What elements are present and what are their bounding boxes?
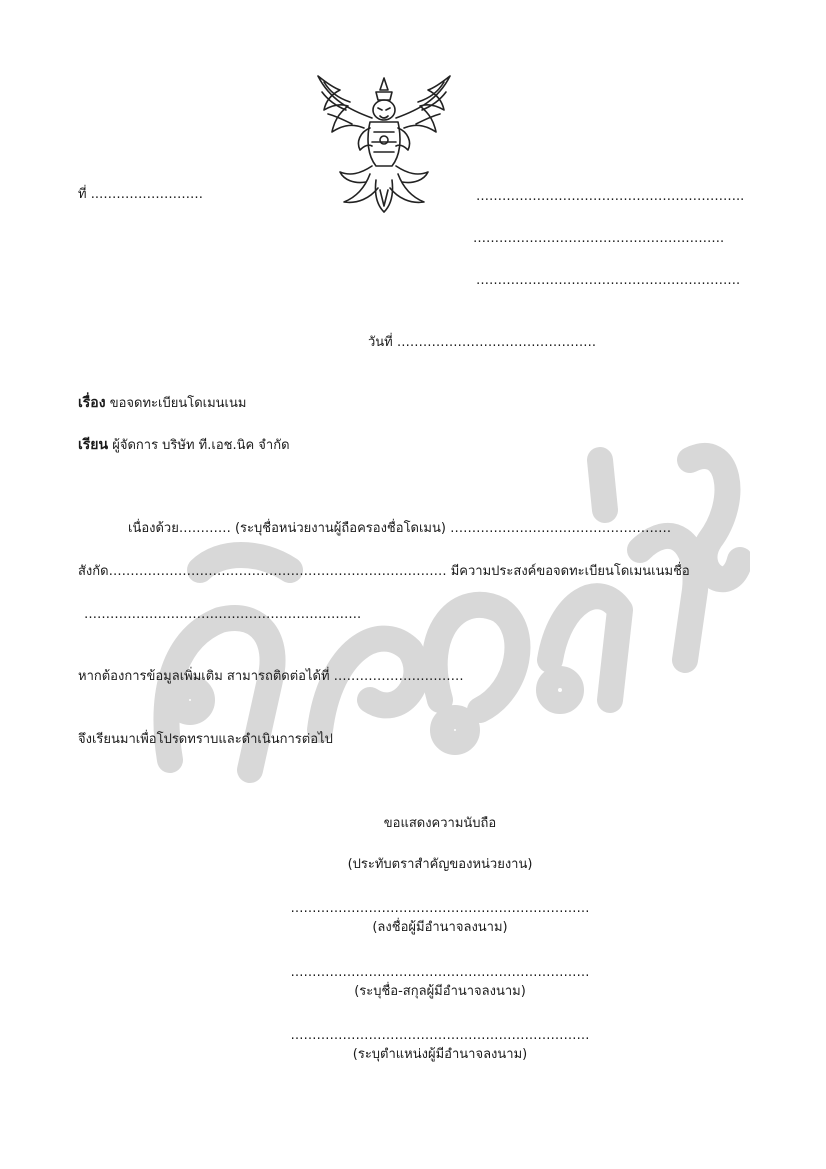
subject-text: ขอจดทะเบียนโดเมนเนม (109, 396, 247, 411)
body-line-3: ………………………………………………………. (84, 607, 362, 622)
position-dots: …………………………………………………………… (290, 1028, 590, 1043)
address-line-3: ……………………………………………………. (476, 273, 741, 288)
subject-line (78, 396, 246, 410)
position-label: (ระบุตำแหน่งผู้มีอำนาจลงนาม) (352, 1047, 528, 1062)
body-line-1: เนื่องด้วย………… (ระบุชื่อหน่วยงานผู้ถือครองชื่อโดเมน) …………………………………………… (128, 521, 672, 536)
address-line-2: …………………………………………………. (473, 231, 725, 246)
closing-line: จึงเรียนมาเพื่อโปรดทราบและดำเนินการต่อไป (78, 732, 333, 747)
date-line: วันที่ ………………………………………. (368, 335, 597, 350)
contact-line: หากต้องการข้อมูลเพิ่มเติม สามารถติดต่อได้ที่ ………………………… (78, 669, 464, 684)
recipient-line (78, 438, 290, 452)
name-label: (ระบุชื่อ-สกุลผู้มีอำนาจลงนาม) (354, 984, 526, 999)
stamp-text: (ประทับตราสำคัญของหน่วยงาน) (347, 857, 533, 872)
signature-label: (ลงชื่อผู้มีอำนาจลงนาม) (372, 920, 508, 935)
address-line-1: …………………………………………………….. (476, 189, 745, 204)
subject-label: เรื่อง (78, 395, 106, 411)
recipient-label: เรียน (78, 437, 109, 453)
signature-dots: …………………………………………………………… (290, 901, 590, 916)
recipient-text: ผู้จัดการ บริษัท ที.เอช.นิค จำกัด (112, 438, 290, 453)
reference-number: ที่ ..…………………… (78, 187, 203, 202)
body-line-2: สังกัด…………………………………………………………………… มีความประสงค์ขอจดทะเบียนโดเมนเนมชื่อ (78, 564, 690, 579)
name-dots: …………………………………………………………… (290, 965, 590, 980)
regards-text: ขอแสดงความนับถือ (383, 816, 497, 831)
garuda-emblem-icon (310, 70, 458, 218)
